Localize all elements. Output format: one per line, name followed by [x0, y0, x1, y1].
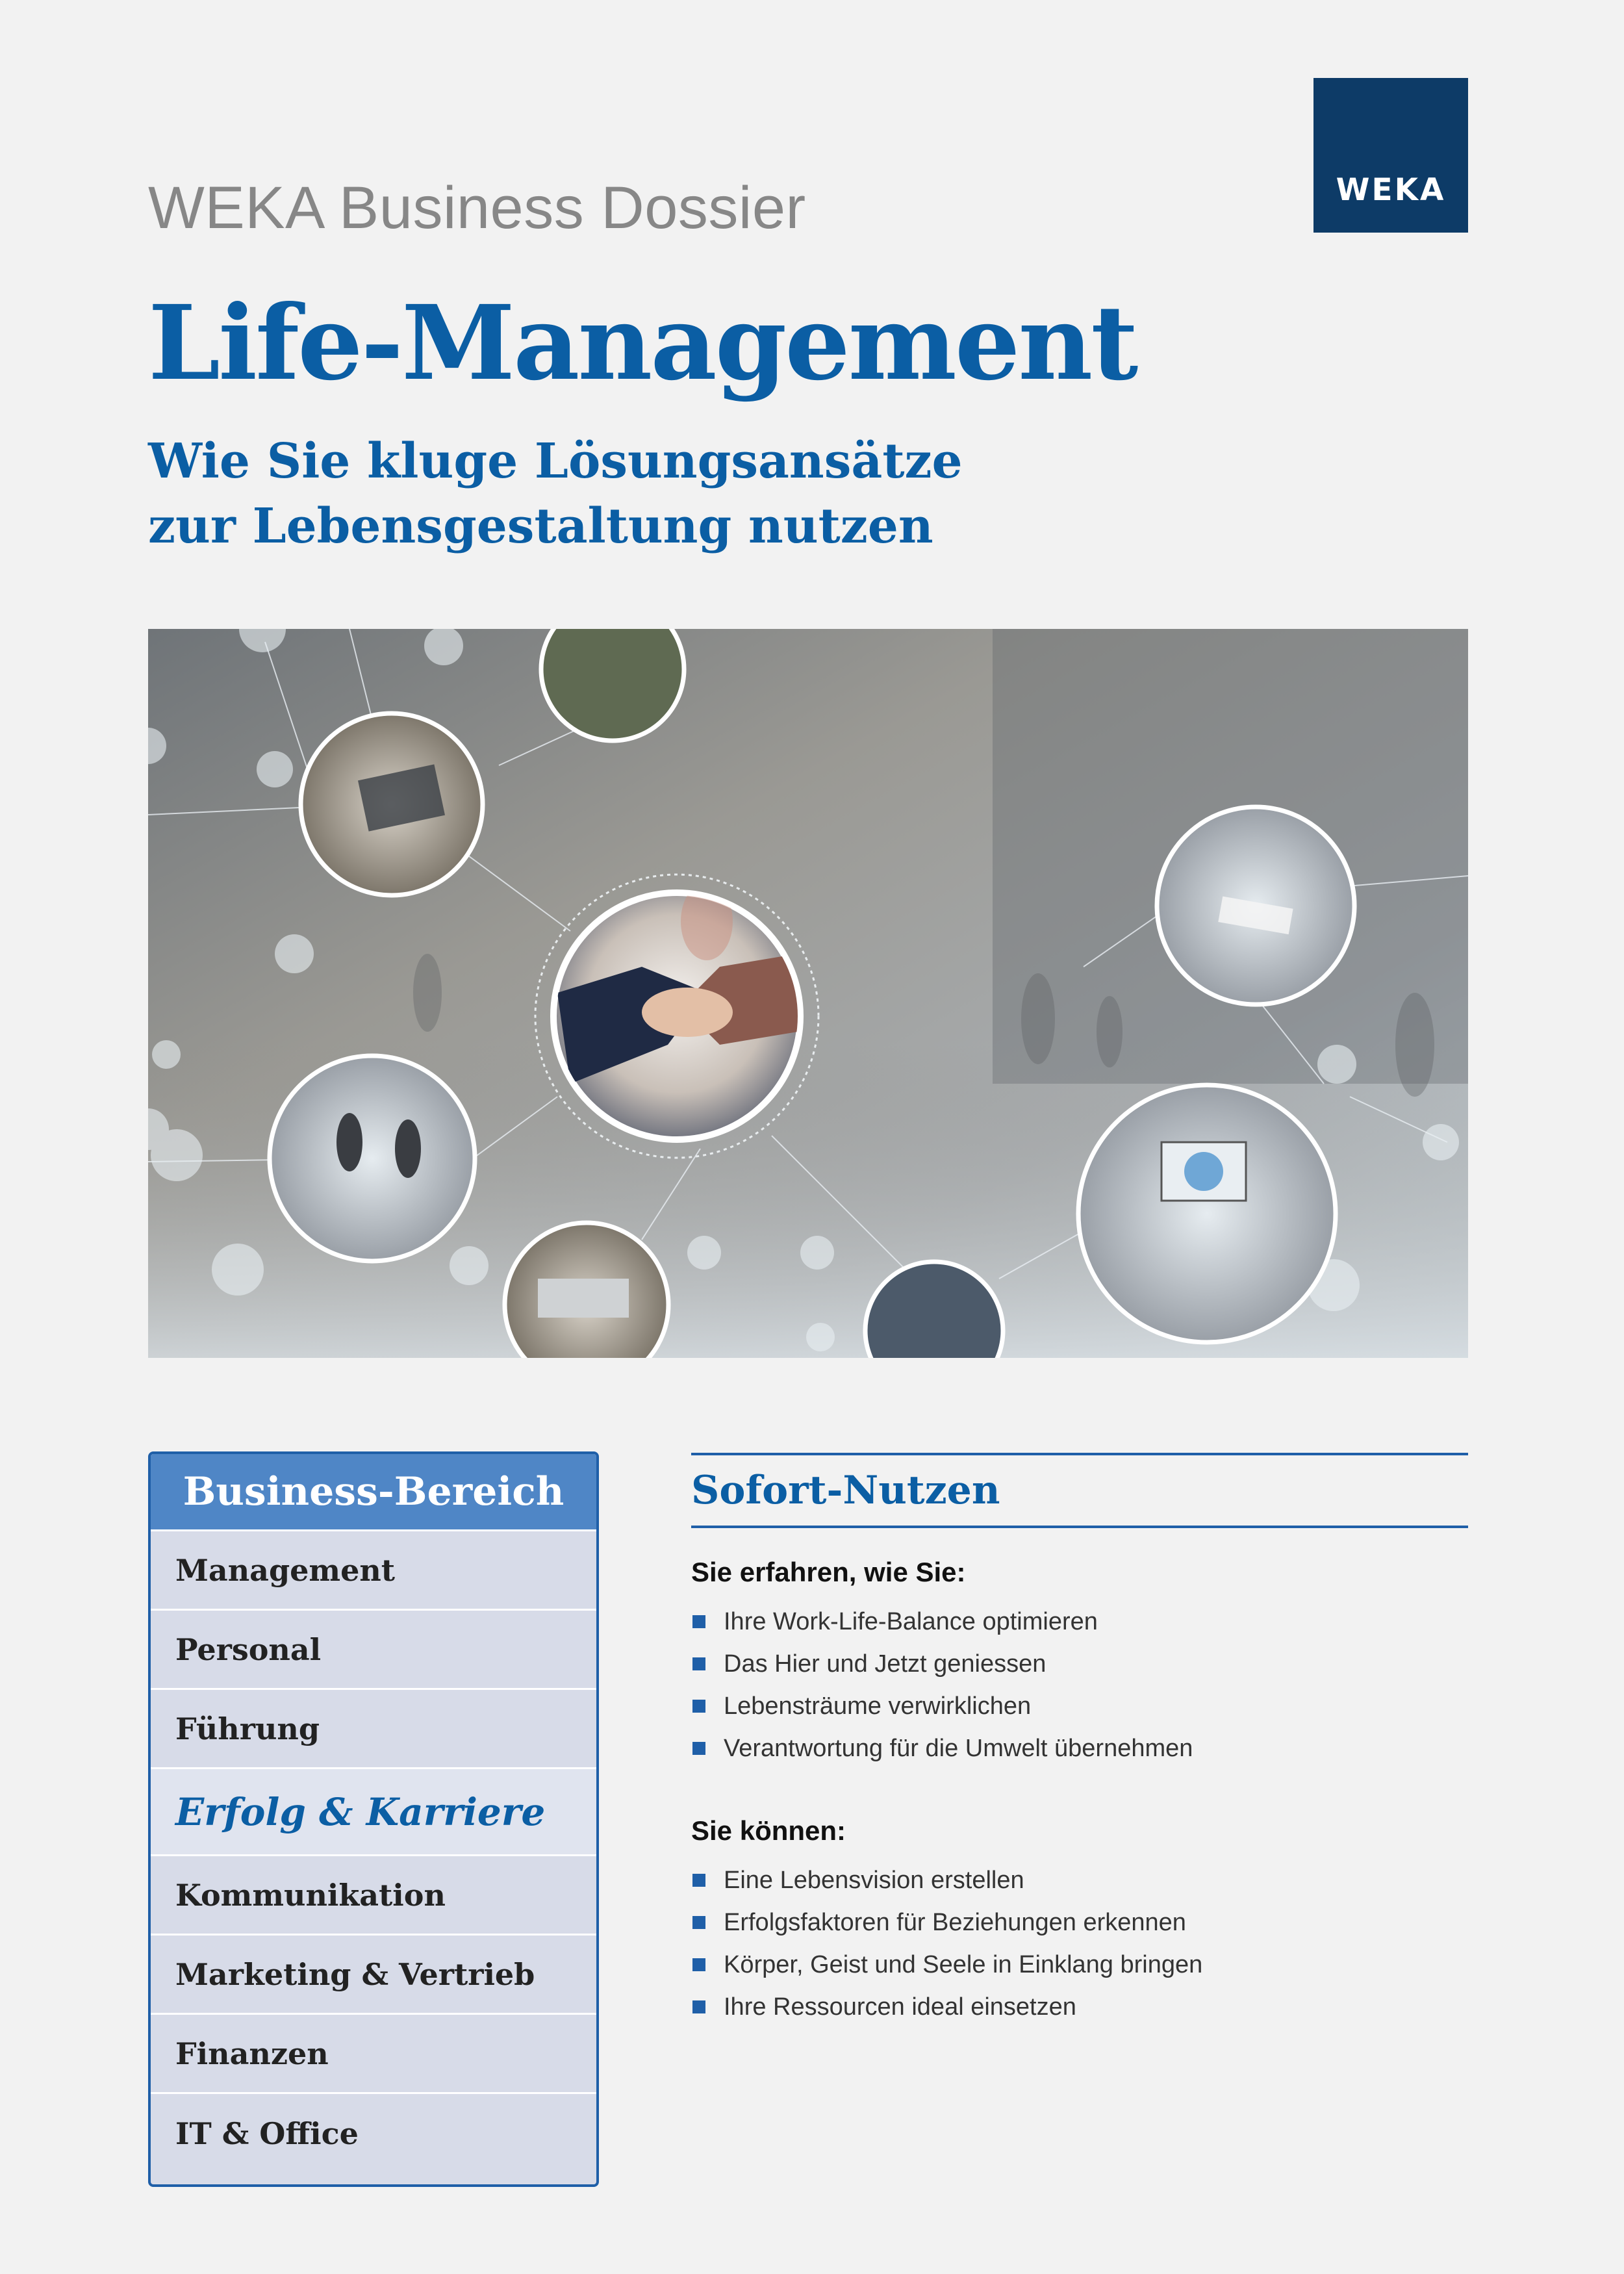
learn-heading: Sie erfahren, wie Sie:	[691, 1557, 966, 1587]
list-item: Eine Lebensvision erstellen	[691, 1859, 1468, 1902]
subtitle-line-1: Wie Sie kluge Lösungsansätze	[148, 433, 963, 489]
square-bullet-icon	[692, 1958, 705, 1971]
series-title: WEKA Business Dossier	[148, 175, 806, 241]
business-area-panel	[148, 1451, 599, 2187]
learn-list	[691, 1601, 1468, 1770]
list-item: Verantwortung für die Umwelt übernehmen	[691, 1728, 1468, 1770]
square-bullet-icon	[692, 1657, 705, 1670]
business-area-item-finanzen: Finanzen	[151, 2015, 596, 2094]
list-item: Ihre Ressourcen ideal einsetzen	[691, 1986, 1468, 2028]
business-area-item-erfolg-karriere: Erfolg & Karriere	[151, 1769, 596, 1856]
square-bullet-icon	[692, 1615, 705, 1628]
subtitle-line-2: zur Lebensgestaltung nutzen	[148, 498, 933, 554]
hero-image	[148, 629, 1468, 1358]
square-bullet-icon	[692, 1916, 705, 1929]
benefits-list	[691, 1553, 1468, 2070]
list-item: Körper, Geist und Seele in Einklang bringen	[691, 1944, 1468, 1986]
list-item: Lebensträume verwirklichen	[691, 1685, 1468, 1728]
business-area-item-it-office: IT & Office	[175, 2116, 359, 2151]
business-area-item-kommunikation: Kommunikation	[151, 1856, 596, 1935]
page-title: Life-Management	[148, 283, 1137, 403]
subtitle	[148, 429, 1382, 559]
square-bullet-icon	[692, 1700, 705, 1713]
hero-network-illustration	[148, 629, 1468, 1358]
weka-logo	[1313, 78, 1468, 233]
list-item: Erfolgsfaktoren für Beziehungen erkennen	[691, 1902, 1468, 1944]
list-item: Ihre Work-Life-Balance optimieren	[691, 1601, 1468, 1643]
square-bullet-icon	[692, 2000, 705, 2013]
business-area-heading: Business-Bereich	[151, 1454, 596, 1531]
can-list	[691, 1859, 1468, 2028]
benefits-heading: Sofort-Nutzen	[691, 1453, 1468, 1528]
business-area-item-fuehrung: Führung	[151, 1690, 596, 1769]
business-area-item-marketing-vertrieb: Marketing & Vertrieb	[151, 1935, 596, 2015]
business-area-item-management: Management	[151, 1531, 596, 1611]
list-item: Das Hier und Jetzt geniessen	[691, 1643, 1468, 1685]
can-heading: Sie können:	[691, 1815, 846, 1846]
square-bullet-icon	[692, 1742, 705, 1755]
logo-text: WEKA	[1336, 172, 1446, 208]
business-area-item-personal: Personal	[151, 1611, 596, 1690]
square-bullet-icon	[692, 1874, 705, 1887]
